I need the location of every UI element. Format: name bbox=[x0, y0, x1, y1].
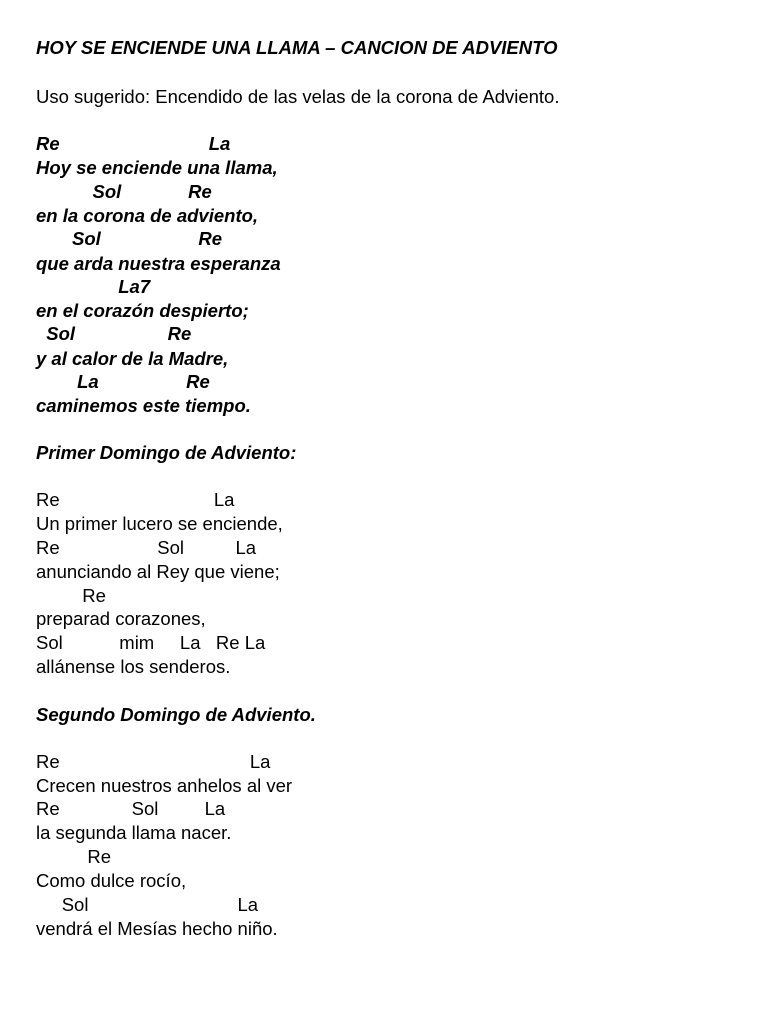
section1-lyric-3: preparad corazones, bbox=[36, 608, 206, 629]
chorus-chords-4: La7 bbox=[36, 276, 151, 297]
chorus-chords-1: Re La bbox=[36, 133, 231, 154]
section2-lyric-3: Como dulce rocío, bbox=[36, 870, 187, 891]
chorus-lyric-5: y al calor de la Madre, bbox=[36, 348, 229, 369]
section2-chords-3: Re bbox=[36, 846, 112, 867]
section1-chords-4: Sol mim La Re La bbox=[36, 632, 266, 653]
section1-chords-2: Re Sol La bbox=[36, 537, 257, 558]
usage-note: Uso sugerido: Encendido de las velas de la corona de Adviento. bbox=[36, 86, 560, 107]
section1-heading: Primer Domingo de Adviento: bbox=[36, 442, 297, 463]
section2-lyric-4: vendrá el Mesías hecho niño. bbox=[36, 918, 278, 939]
chorus-lyric-4: en el corazón despierto; bbox=[36, 300, 249, 321]
chorus-chords-3: Sol Re bbox=[36, 228, 223, 249]
section1-chords-3: Re bbox=[36, 585, 106, 606]
section2-lyric-2: la segunda llama nacer. bbox=[36, 822, 232, 843]
song-title: HOY SE ENCIENDE UNA LLAMA – CANCION DE ADVIENTO bbox=[36, 37, 558, 58]
section1-lyric-4: allánense los senderos. bbox=[36, 656, 231, 677]
chorus-lyric-1: Hoy se enciende una llama, bbox=[36, 157, 278, 178]
chorus-lyric-3: que arda nuestra esperanza bbox=[36, 253, 281, 274]
chorus-chords-5: Sol Re bbox=[36, 323, 192, 344]
section1-lyric-2: anunciando al Rey que viene; bbox=[36, 561, 280, 582]
section2-lyric-1: Crecen nuestros anhelos al ver bbox=[36, 775, 293, 796]
chorus-chords-2: Sol Re bbox=[36, 181, 212, 202]
section1-chords-1: Re La bbox=[36, 489, 235, 510]
section2-chords-4: Sol La bbox=[36, 894, 259, 915]
chorus-lyric-6: caminemos este tiempo. bbox=[36, 395, 251, 416]
section1-lyric-1: Un primer lucero se enciende, bbox=[36, 513, 283, 534]
chorus-lyric-2: en la corona de adviento, bbox=[36, 205, 259, 226]
section2-chords-1: Re La bbox=[36, 751, 271, 772]
chorus-chords-6: La Re bbox=[36, 371, 210, 392]
section2-chords-2: Re Sol La bbox=[36, 798, 226, 819]
section2-heading: Segundo Domingo de Adviento. bbox=[36, 704, 316, 725]
